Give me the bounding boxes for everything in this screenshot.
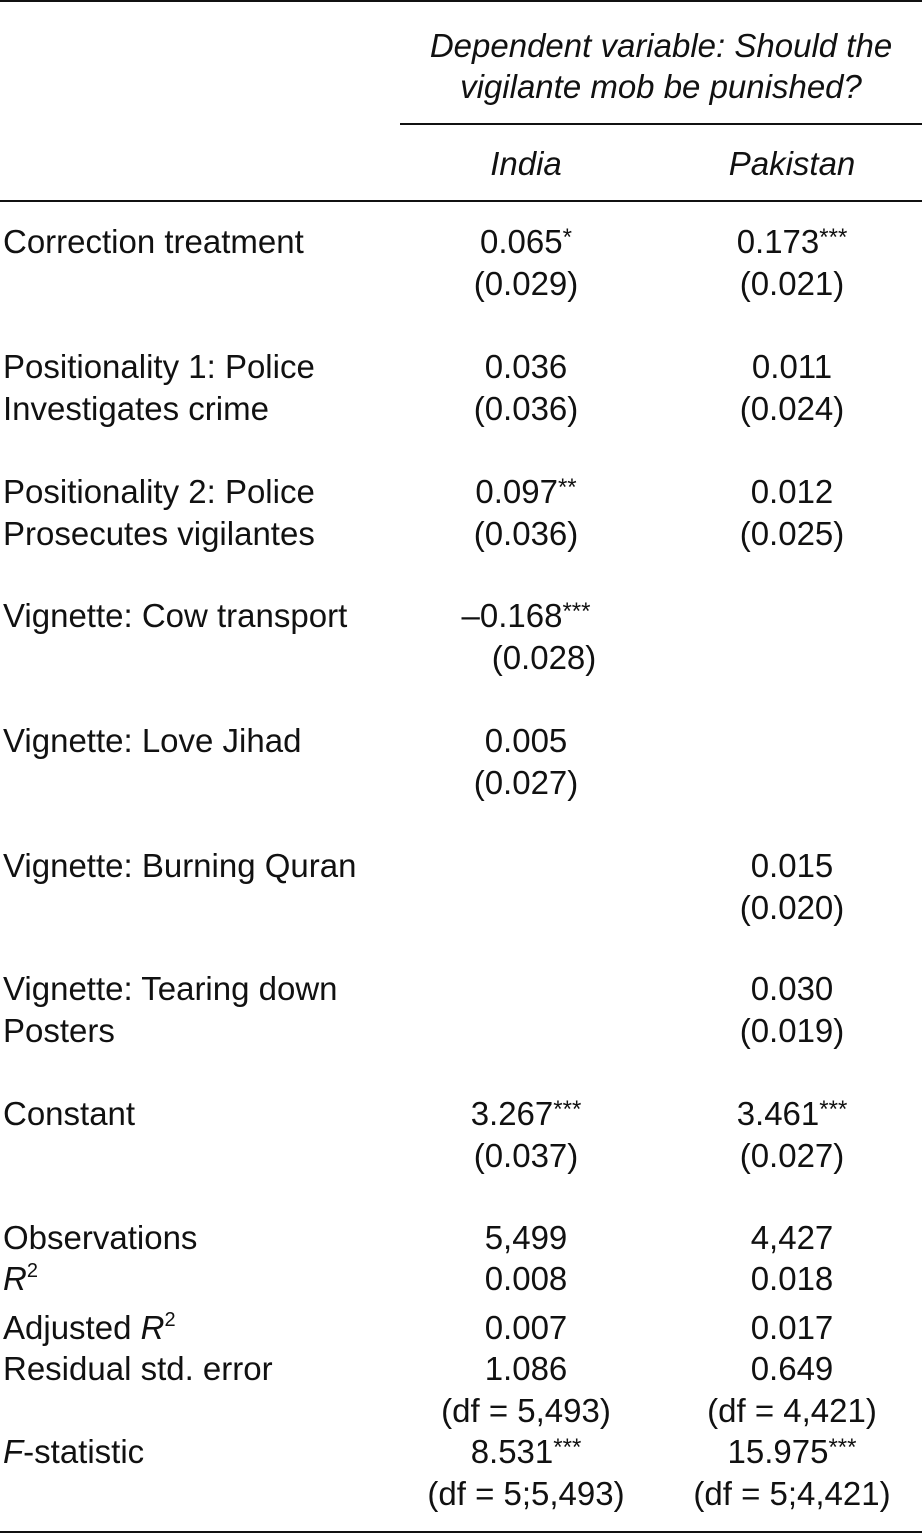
india-r2: 0.008 bbox=[484, 1260, 568, 1297]
pakistan-se-positionality1: (0.024) bbox=[739, 390, 845, 427]
row-label-tearing-posters-line1: Vignette: Tearing down bbox=[3, 970, 338, 1007]
row-label-burning-quran: Vignette: Burning Quran bbox=[3, 847, 357, 884]
pakistan-se-burning-quran: (0.020) bbox=[739, 889, 845, 926]
india-f-statistic: 8.531*** bbox=[470, 1433, 582, 1470]
stat-label-adjusted-r2: Adjusted $R^2$ bbox=[3, 1309, 176, 1346]
pakistan-se-constant: (0.027) bbox=[739, 1137, 845, 1174]
pakistan-residual-df: (df = 4,421) bbox=[707, 1392, 877, 1429]
india-residual-df: (df = 5,493) bbox=[441, 1392, 611, 1429]
pakistan-coef-positionality2: 0.012 bbox=[750, 473, 834, 510]
pakistan-f-df: (df = 5;4,421) bbox=[693, 1475, 891, 1512]
india-se-correction: (0.029) bbox=[473, 265, 579, 302]
india-se-love-jihad: (0.027) bbox=[473, 764, 579, 801]
row-label-tearing-posters-line2: Posters bbox=[3, 1012, 115, 1049]
india-coef-positionality1: 0.036 bbox=[484, 348, 568, 385]
india-se-positionality1: (0.036) bbox=[473, 390, 579, 427]
significance-stars: *** bbox=[819, 224, 848, 251]
significance-stars: * bbox=[562, 224, 572, 251]
india-residual-se: 1.086 bbox=[484, 1350, 568, 1387]
column-header-pakistan: Pakistan bbox=[728, 145, 856, 182]
pakistan-se-positionality2: (0.025) bbox=[739, 515, 845, 552]
pakistan-residual-se: 0.649 bbox=[750, 1350, 834, 1387]
pakistan-coef-positionality1: 0.011 bbox=[751, 348, 833, 385]
column-header-india: India bbox=[490, 145, 562, 182]
india-se-constant: (0.037) bbox=[473, 1137, 579, 1174]
header-bottom-rule bbox=[0, 200, 922, 202]
pakistan-coef-tearing-posters: 0.030 bbox=[750, 970, 834, 1007]
header-subrule bbox=[400, 123, 922, 125]
row-label-cow-transport: Vignette: Cow transport bbox=[3, 597, 348, 634]
row-label-positionality1-line1: Positionality 1: Police bbox=[3, 348, 315, 385]
bottom-rule bbox=[0, 1531, 922, 1533]
stat-label-r2: $R^2$ bbox=[3, 1260, 38, 1297]
india-f-df: (df = 5;5,493) bbox=[427, 1475, 625, 1512]
pakistan-adjusted-r2: 0.017 bbox=[750, 1309, 834, 1346]
top-rule bbox=[0, 0, 922, 2]
significance-stars: *** bbox=[828, 1434, 857, 1461]
row-label-positionality2-line1: Positionality 2: Police bbox=[3, 473, 315, 510]
dependent-variable-line2: vigilante mob be punished? bbox=[460, 68, 862, 105]
row-label-correction: Correction treatment bbox=[3, 223, 304, 260]
india-se-positionality2: (0.036) bbox=[473, 515, 579, 552]
india-coef-positionality2: 0.097** bbox=[475, 473, 577, 510]
row-label-positionality2-line2: Prosecutes vigilantes bbox=[3, 515, 315, 552]
pakistan-observations: 4,427 bbox=[750, 1219, 834, 1256]
india-coef-correction: 0.065* bbox=[480, 223, 572, 260]
row-label-constant: Constant bbox=[3, 1095, 136, 1132]
india-coef-cow-transport: –0.168*** bbox=[461, 597, 591, 634]
india-coef-love-jihad: 0.005 bbox=[484, 722, 568, 759]
pakistan-se-tearing-posters: (0.019) bbox=[739, 1012, 845, 1049]
india-observations: 5,499 bbox=[484, 1219, 568, 1256]
stat-label-f-statistic: F-statistic bbox=[3, 1433, 145, 1470]
stat-label-residual-se: Residual std. error bbox=[3, 1350, 273, 1387]
pakistan-se-correction: (0.021) bbox=[739, 265, 845, 302]
significance-stars: *** bbox=[553, 1096, 582, 1123]
pakistan-coef-constant: 3.461*** bbox=[736, 1095, 848, 1132]
significance-stars: *** bbox=[553, 1434, 582, 1461]
pakistan-coef-burning-quran: 0.015 bbox=[750, 847, 834, 884]
pakistan-r2: 0.018 bbox=[750, 1260, 834, 1297]
row-label-positionality1-line2: Investigates crime bbox=[3, 390, 269, 427]
dependent-variable-line1: Dependent variable: Should the bbox=[429, 27, 893, 64]
stat-label-observations: Observations bbox=[3, 1219, 198, 1256]
significance-stars: ** bbox=[557, 474, 577, 501]
pakistan-coef-correction: 0.173*** bbox=[736, 223, 848, 260]
india-adjusted-r2: 0.007 bbox=[484, 1309, 568, 1346]
india-se-cow-transport: (0.028) bbox=[491, 639, 597, 676]
pakistan-f-statistic: 15.975*** bbox=[727, 1433, 857, 1470]
india-coef-constant: 3.267*** bbox=[470, 1095, 582, 1132]
significance-stars: *** bbox=[819, 1096, 848, 1123]
significance-stars: *** bbox=[562, 598, 591, 625]
row-label-love-jihad: Vignette: Love Jihad bbox=[3, 722, 302, 759]
